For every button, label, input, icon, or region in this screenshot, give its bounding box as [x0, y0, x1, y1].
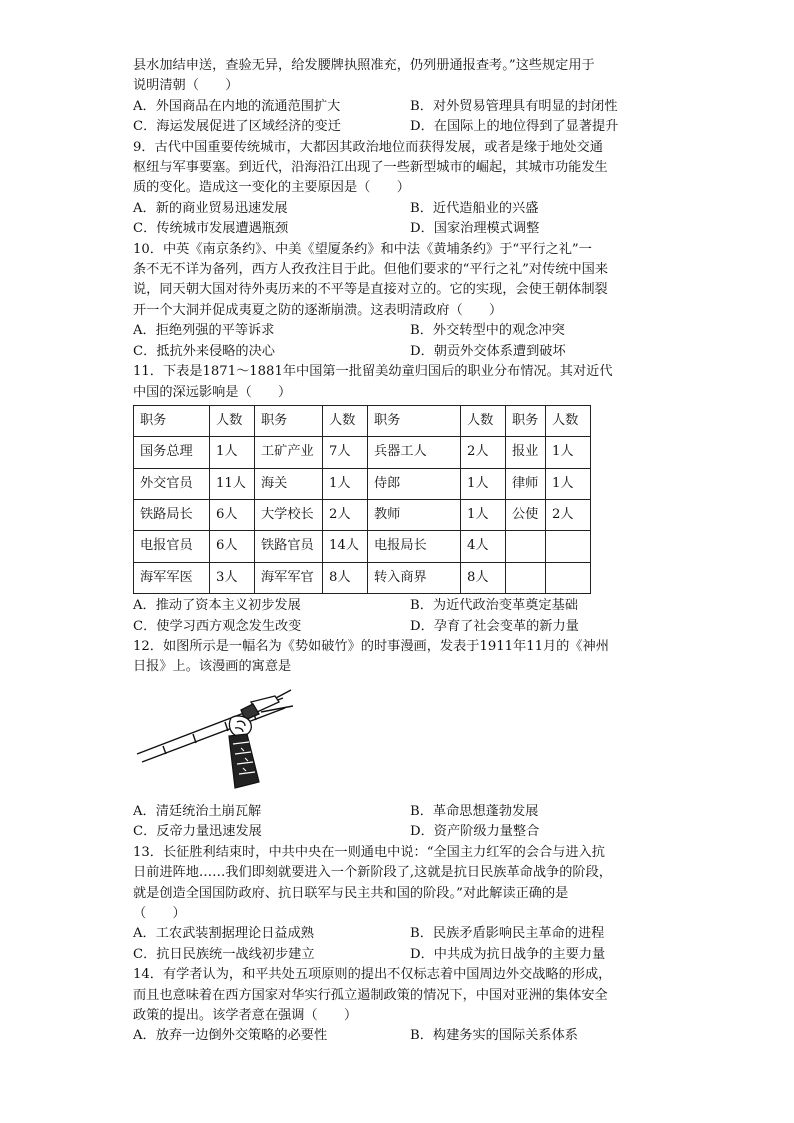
table-cell: 1人 [210, 437, 255, 468]
table-cell: 电报官员 [134, 531, 210, 562]
option-b: B．革命思想蓬勃发展 [410, 803, 539, 819]
table-cell: 1人 [546, 437, 591, 468]
question-stem-line: 9．古代中国重要传统城市，大都因其政治地位而获得发展，或者是缘于地处交通 [133, 139, 603, 155]
career-table [133, 405, 591, 594]
table-row [134, 562, 591, 593]
table-header-row [134, 405, 591, 436]
question-13 [133, 843, 673, 965]
table-header-cell: 职务 [255, 405, 323, 436]
question-8 [133, 56, 673, 138]
option-d: D．孕育了社会变革的新力量 [410, 618, 579, 634]
table-header-cell: 职务 [368, 405, 461, 436]
question-stem-line: 中国的深远影响是（ ） [133, 384, 292, 400]
option-b: B．对外贸易管理具有明显的封闭性 [410, 98, 618, 114]
option-c: C．使学习西方观念发生改变 [133, 618, 302, 634]
question-stem-line: 条不无不详为备列，西方人孜孜注目于此。但他们要求的“平行之礼”对传统中国来 [133, 262, 609, 278]
table-cell: 铁路官员 [255, 531, 323, 562]
cartoon-illustration [133, 682, 673, 800]
table-cell: 铁路局长 [134, 500, 210, 531]
table-cell: 1人 [461, 500, 506, 531]
table-cell: 2人 [323, 500, 368, 531]
option-d: D．在国际上的地位得到了显著提升 [410, 119, 619, 135]
table-header-cell: 人数 [210, 405, 255, 436]
table-cell: 2人 [546, 500, 591, 531]
option-a: A．工农武装割据理论日益成熟 [133, 926, 314, 942]
table-cell: 1人 [323, 468, 368, 499]
option-a: A．拒绝列强的平等诉求 [133, 323, 275, 339]
question-stem-line: 质的变化。造成这一变化的主要原因是（ ） [133, 180, 410, 196]
table-cell: 侍郎 [368, 468, 461, 499]
table-row [134, 468, 591, 499]
question-stem-line: 县水加结申送，查验无异，给发腰牌执照准充，仍列册通报查考。”这些规定用于 [133, 58, 595, 73]
question-9 [133, 138, 673, 240]
option-d: D．国家治理模式调整 [410, 221, 540, 237]
question-stem-line: 日报》上。该漫画的寓意是 [133, 659, 292, 675]
option-b: B．构建务实的国际关系体系 [410, 1028, 578, 1044]
option-d: D．资产阶级力量整合 [410, 824, 540, 840]
answer-options [133, 802, 673, 843]
table-cell: 11人 [210, 468, 255, 499]
question-stem-line: 而且也意味着在西方国家对华实行孤立遏制政策的情况下，中国对亚洲的集体安全 [133, 987, 608, 1003]
question-stem-line: 说，同天朝大国对待外夷历来的不平等是直接对立的。它的实现，会使王朝体制裂 [133, 282, 608, 298]
option-c: C．海运发展促进了区域经济的变迁 [133, 119, 341, 135]
option-b: B．民族矛盾影响民主革命的进程 [410, 926, 605, 942]
bamboo-splitting-cartoon-icon [133, 682, 293, 800]
question-stem-line: 说明清朝（ ） [133, 78, 239, 94]
table-cell: 8人 [323, 562, 368, 593]
table-cell: 外交官员 [134, 468, 210, 499]
question-12 [133, 637, 673, 843]
table-cell: 公使 [506, 500, 546, 531]
table-cell [546, 531, 591, 562]
option-c: C．反帝力量迅速发展 [133, 824, 262, 840]
option-b: B．外交转型中的观念冲突 [410, 323, 565, 339]
question-stem-line: 10．中英《南京条约》、中美《望厦条约》和中法《黄埔条约》于“平行之礼”一 [133, 241, 592, 257]
table-cell: 海军军官 [255, 562, 323, 593]
table-header-cell: 人数 [323, 405, 368, 436]
table-cell: 2人 [461, 437, 506, 468]
question-stem-line: 13．长征胜利结束时，中共中央在一则通电中说：“全国主力红军的会合与进入抗 [133, 844, 605, 860]
answer-options [133, 97, 673, 138]
answer-options [133, 1026, 673, 1046]
question-10 [133, 240, 673, 362]
table-cell: 8人 [461, 562, 506, 593]
table-cell: 1人 [546, 468, 591, 499]
table-cell: 7人 [323, 437, 368, 468]
answer-options [133, 199, 673, 240]
table-cell: 转入商界 [368, 562, 461, 593]
option-b: B．为近代政治变革奠定基础 [410, 598, 578, 614]
option-a: A．推动了资本主义初步发展 [133, 598, 301, 614]
table-cell: 6人 [210, 500, 255, 531]
table-cell: 律师 [506, 468, 546, 499]
option-c: C．抵抗外来侵略的决心 [133, 343, 275, 359]
answer-options [133, 596, 673, 637]
question-14 [133, 965, 673, 1047]
question-stem-line: 政策的提出。该学者意在强调（ ） [133, 1007, 358, 1023]
question-stem-line: 日前进阵地……我们即刻就要进入一个新阶段了,这就是抗日民族革命战争的阶段， [133, 865, 612, 881]
table-cell [506, 562, 546, 593]
table-cell: 6人 [210, 531, 255, 562]
table-header-cell: 职务 [506, 405, 546, 436]
table-cell: 兵器工人 [368, 437, 461, 468]
table-row [134, 437, 591, 468]
table-header-cell: 人数 [461, 405, 506, 436]
table-cell: 国务总理 [134, 437, 210, 468]
table-cell: 4人 [461, 531, 506, 562]
option-d: D．中共成为抗日战争的主要力量 [410, 946, 606, 962]
question-stem-line: 14．有学者认为，和平共处五项原则的提出不仅标志着中国周边外交战略的形成， [133, 967, 612, 983]
option-a: A．外国商品在内地的流通范围扩大 [133, 98, 341, 114]
table-cell: 大学校长 [255, 500, 323, 531]
option-d: D．朝贡外交体系遭到破坏 [410, 343, 566, 359]
option-c: C．传统城市发展遭遇瓶颈 [133, 221, 289, 237]
table-cell: 1人 [461, 468, 506, 499]
table-row [134, 531, 591, 562]
option-b: B．近代造船业的兴盛 [410, 200, 539, 216]
table-cell: 教师 [368, 500, 461, 531]
option-a: A．清廷统治土崩瓦解 [133, 803, 262, 819]
answer-options [133, 321, 673, 362]
exam-page [133, 56, 673, 1047]
question-stem-line: 就是创造全国国防政府、抗日联军与民主共和国的阶段。”对此解读正确的是 [133, 885, 569, 901]
table-cell: 海关 [255, 468, 323, 499]
table-cell: 3人 [210, 562, 255, 593]
table-cell: 电报局长 [368, 531, 461, 562]
question-stem-line: 开一个大洞并促成夷夏之防的逐渐崩溃。这表明清政府（ ） [133, 302, 503, 318]
table-cell: 14人 [323, 531, 368, 562]
table-cell: 工矿产业 [255, 437, 323, 468]
answer-options [133, 924, 673, 965]
question-stem-line: （ ） [133, 905, 186, 921]
option-a: A．新的商业贸易迅速发展 [133, 200, 288, 216]
table-cell [506, 531, 546, 562]
table-row [134, 500, 591, 531]
option-c: C．抗日民族统一战线初步建立 [133, 946, 315, 962]
table-header-cell: 职务 [134, 405, 210, 436]
table-cell: 报业 [506, 437, 546, 468]
question-stem-line: 12．如图所示是一幅名为《势如破竹》的时事漫画，发表于1911年11月的《神州 [133, 639, 609, 655]
question-stem-line: 11．下表是1871～1881年中国第一批留美幼童归国后的职业分布情况。其对近代 [133, 364, 613, 380]
table-cell: 海军军医 [134, 562, 210, 593]
table-cell [546, 562, 591, 593]
option-a: A．放弃一边倒外交策略的必要性 [133, 1028, 328, 1044]
question-stem-line: 枢纽与军事要塞。到近代，沿海沿江出现了一些新型城市的崛起，其城市功能发生 [133, 160, 608, 176]
question-11 [133, 362, 673, 637]
table-header-cell: 人数 [546, 405, 591, 436]
